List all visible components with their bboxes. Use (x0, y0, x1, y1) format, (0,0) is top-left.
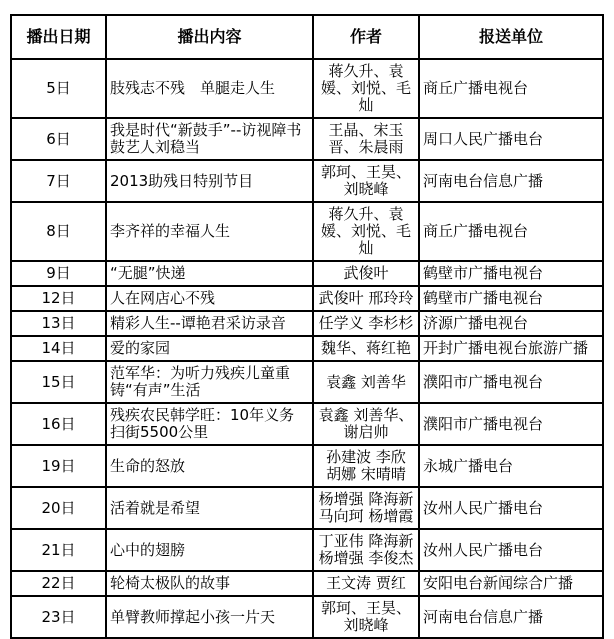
date-cell: 19日 (11, 445, 106, 487)
content-cell: 轮椅太极队的故事 (106, 571, 313, 596)
content-cell: 单臂教师撑起小孩一片天 (106, 596, 313, 638)
unit-cell: 鹤壁市广播电视台 (419, 286, 603, 311)
author-cell: 任学义 李杉杉 (313, 311, 419, 336)
author-cell: 武俊叶 邢玲玲 (313, 286, 419, 311)
unit-cell: 商丘广播电视台 (419, 202, 603, 261)
header-row (11, 15, 603, 59)
date-cell: 13日 (11, 311, 106, 336)
author-cell: 丁亚伟 降海新 杨增强 李俊杰 (313, 529, 419, 571)
table-header (11, 15, 603, 59)
table-row (11, 311, 603, 336)
table-row (11, 445, 603, 487)
table-row (11, 596, 603, 638)
date-cell: 9日 (11, 261, 106, 286)
table-row (11, 529, 603, 571)
unit-cell: 商丘广播电视台 (419, 59, 603, 118)
content-cell: 心中的翅膀 (106, 529, 313, 571)
date-cell: 15日 (11, 361, 106, 403)
content-cell: 活着就是希望 (106, 487, 313, 529)
date-cell: 21日 (11, 529, 106, 571)
content-cell: 人在网店心不残 (106, 286, 313, 311)
content-cell: 范军华：为听力残疾儿童重铸“有声”生活 (106, 361, 313, 403)
document-page (0, 14, 614, 634)
date-cell: 20日 (11, 487, 106, 529)
unit-cell: 河南电台信息广播 (419, 160, 603, 202)
table-row (11, 487, 603, 529)
content-cell: 生命的怒放 (106, 445, 313, 487)
broadcast-schedule-table (10, 14, 604, 639)
date-cell: 6日 (11, 118, 106, 160)
unit-cell: 河南电台信息广播 (419, 596, 603, 638)
content-cell: 2013助残日特别节目 (106, 160, 313, 202)
content-cell: “无腿”快递 (106, 261, 313, 286)
unit-cell: 濮阳市广播电视台 (419, 361, 603, 403)
author-cell: 杨增强 降海新 马向珂 杨增霞 (313, 487, 419, 529)
table-row (11, 286, 603, 311)
unit-cell: 汝州人民广播电台 (419, 529, 603, 571)
content-cell: 精彩人生--谭艳君采访录音 (106, 311, 313, 336)
date-cell: 14日 (11, 336, 106, 361)
table-row (11, 202, 603, 261)
unit-cell: 濮阳市广播电视台 (419, 403, 603, 445)
date-cell: 16日 (11, 403, 106, 445)
content-cell: 残疾农民韩学旺：10年义务扫街5500公里 (106, 403, 313, 445)
unit-cell: 永城广播电台 (419, 445, 603, 487)
content-cell: 我是时代“新鼓手”--访视障书鼓艺人刘稳当 (106, 118, 313, 160)
date-cell: 23日 (11, 596, 106, 638)
header-broadcast-date: 播出日期 (11, 15, 106, 59)
header-submitting-unit: 报送单位 (419, 15, 603, 59)
unit-cell: 汝州人民广播电台 (419, 487, 603, 529)
date-cell: 8日 (11, 202, 106, 261)
table-row (11, 118, 603, 160)
header-broadcast-content: 播出内容 (106, 15, 313, 59)
author-cell: 袁鑫 刘善华 (313, 361, 419, 403)
author-cell: 袁鑫 刘善华、谢启帅 (313, 403, 419, 445)
unit-cell: 鹤壁市广播电视台 (419, 261, 603, 286)
author-cell: 孙建波 李欣 胡娜 宋晴晴 (313, 445, 419, 487)
unit-cell: 济源广播电视台 (419, 311, 603, 336)
author-cell: 王文涛 贾红 (313, 571, 419, 596)
author-cell: 蒋久升、袁媛、刘悦、毛灿 (313, 59, 419, 118)
unit-cell: 安阳电台新闻综合广播 (419, 571, 603, 596)
table-row (11, 160, 603, 202)
unit-cell: 开封广播电视台旅游广播 (419, 336, 603, 361)
author-cell: 魏华、蒋红艳 (313, 336, 419, 361)
date-cell: 5日 (11, 59, 106, 118)
date-cell: 7日 (11, 160, 106, 202)
date-cell: 22日 (11, 571, 106, 596)
content-cell: 肢残志不残 单腿走人生 (106, 59, 313, 118)
unit-cell: 周口人民广播电台 (419, 118, 603, 160)
author-cell: 武俊叶 (313, 261, 419, 286)
author-cell: 蒋久升、袁媛、刘悦、毛灿 (313, 202, 419, 261)
author-cell: 郭珂、王昊、刘晓峰 (313, 596, 419, 638)
table-row (11, 361, 603, 403)
table-row (11, 403, 603, 445)
table-row (11, 261, 603, 286)
table-body (11, 59, 603, 638)
table-row (11, 59, 603, 118)
content-cell: 爱的家园 (106, 336, 313, 361)
content-cell: 李齐祥的幸福人生 (106, 202, 313, 261)
author-cell: 王晶、宋玉晋、朱晨雨 (313, 118, 419, 160)
date-cell: 12日 (11, 286, 106, 311)
header-author: 作者 (313, 15, 419, 59)
table-row (11, 571, 603, 596)
table-row (11, 336, 603, 361)
author-cell: 郭珂、王昊、刘晓峰 (313, 160, 419, 202)
